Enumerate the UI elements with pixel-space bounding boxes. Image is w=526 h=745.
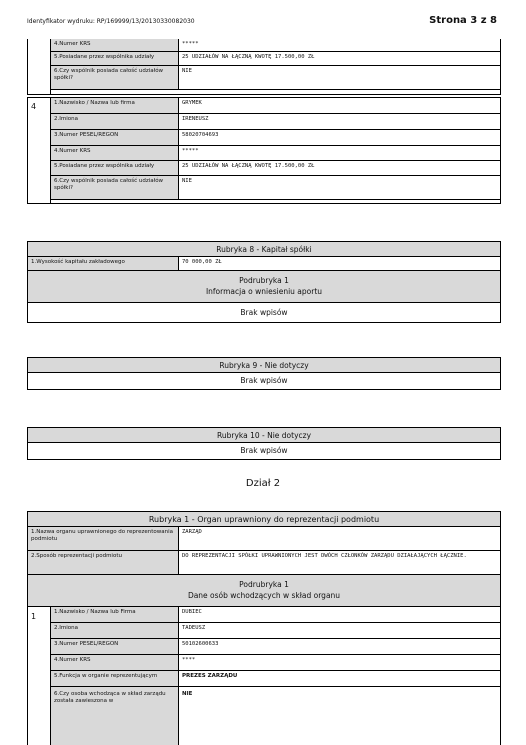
row-label: 5.Funkcja w organie reprezentującym <box>51 671 179 686</box>
rubryka-title: Rubryka 10 - Nie dotyczy <box>27 427 501 443</box>
row-first-names <box>51 623 501 639</box>
row-label: 5.Posiadane przez wspólnika udziały <box>51 52 179 65</box>
shareholder-index: 4 <box>31 102 37 111</box>
no-entries: Brak wpisów <box>27 303 501 323</box>
row-value: DUBIEC <box>182 609 202 615</box>
row-label: 4.Numer KRS <box>51 655 179 670</box>
rubryka-9 <box>27 357 501 390</box>
row-value: ***** <box>182 41 199 47</box>
row-value: 58020704693 <box>182 132 219 138</box>
row-shares <box>51 52 501 66</box>
row-label: 2.Imiona <box>51 623 179 638</box>
row-label: 6.Czy osoba wchodząca w skład zarządu została zawieszona w <box>51 687 179 745</box>
row-capital <box>27 257 501 271</box>
rubryka-8 <box>27 241 501 323</box>
no-entries: Brak wpisów <box>27 443 501 460</box>
row-label: 2.Imiona <box>51 114 179 129</box>
row-all-shares <box>51 176 501 200</box>
row-krs <box>51 655 501 671</box>
index-column <box>28 98 51 203</box>
row-label: 4.Numer KRS <box>51 39 179 51</box>
shareholder-4 <box>27 97 501 204</box>
row-suspended <box>51 687 501 745</box>
row-label: 5.Posiadane przez wspólnika udziały <box>51 161 179 175</box>
row-function <box>51 671 501 687</box>
board-member-1 <box>27 607 501 745</box>
row-value: IRENEUSZ <box>182 116 209 122</box>
row-value: ***** <box>182 148 199 154</box>
row-label: 1.Nazwisko / Nazwa lub Firma <box>51 607 179 622</box>
subrubric-title: Dane osób wchodzących w skład organu <box>187 591 341 600</box>
row-value: 25 UDZIAŁÓW NA ŁĄCZNĄ KWOTĘ 17.500,00 ZŁ <box>182 163 315 169</box>
row-value: DO REPREZENTACJI SPÓŁKI UPRAWNIONYCH JEST DWÓCH CZŁONKÓW ZARZĄDU DZIAŁAJĄCYCH ŁĄCZNIE. <box>182 553 467 559</box>
row-representation <box>27 551 501 575</box>
row-label: 6.Czy wspólnik posiada całość udziałów spółki? <box>51 176 179 199</box>
row-label: 4.Numer KRS <box>51 146 179 160</box>
rubryka-title: Rubryka 8 - Kapitał spółki <box>27 241 501 257</box>
rubryka-title: Rubryka 1 - Organ uprawniony do reprezentacji podmiotu <box>27 511 501 527</box>
document-identifier: Identyfikator wydruku: RP/169999/13/20130330082030 <box>27 18 195 25</box>
row-value: ZARZĄD <box>182 529 202 535</box>
page-number: Strona 3 z 8 <box>429 15 497 26</box>
row-all-shares <box>51 66 501 90</box>
index-column <box>28 607 51 745</box>
row-value: **** <box>182 657 196 663</box>
row-label: 3.Numer PESEL/REGON <box>51 130 179 145</box>
row-value: PREZES ZARZĄDU <box>182 673 238 679</box>
section-title: Dział 2 <box>245 478 281 489</box>
rubryka-title: Rubryka 9 - Nie dotyczy <box>27 357 501 373</box>
row-pesel <box>51 130 501 146</box>
row-value: 70 000,00 ZŁ <box>182 259 222 265</box>
row-label: 3.Numer PESEL/REGON <box>51 639 179 654</box>
row-krs <box>51 39 501 52</box>
row-value: NIE <box>182 691 193 697</box>
subrubric-header <box>27 271 501 303</box>
shareholder-3-tail <box>27 39 501 95</box>
row-shares <box>51 161 501 176</box>
row-krs <box>51 146 501 161</box>
print-header <box>27 14 497 30</box>
no-entries: Brak wpisów <box>27 373 501 390</box>
row-name <box>51 98 501 114</box>
row-first-names <box>51 114 501 130</box>
subrubric-number: Podrubryka 1 <box>239 580 289 589</box>
row-value: NIE <box>182 68 192 74</box>
row-label: 6.Czy wspólnik posiada całość udziałów spółki? <box>51 66 179 89</box>
row-value: NIE <box>182 178 192 184</box>
subrubric-title: Informacja o wniesieniu aportu <box>205 287 323 296</box>
row-value: TADEUSZ <box>182 625 206 631</box>
member-index: 1 <box>31 612 37 621</box>
subrubric-header <box>27 575 501 607</box>
row-organ <box>27 527 501 551</box>
row-surname <box>51 607 501 623</box>
dzial2-rubryka-1 <box>27 511 501 745</box>
row-value: 25 UDZIAŁÓW NA ŁĄCZNĄ KWOTĘ 17.500,00 ZŁ <box>182 54 315 60</box>
row-pesel <box>51 639 501 655</box>
row-label: 1.Wysokość kapitału zakładowego <box>28 257 179 270</box>
index-column <box>28 39 51 94</box>
subrubric-number: Podrubryka 1 <box>239 276 289 285</box>
row-label: 2.Sposób reprezentacji podmiotu <box>28 551 179 574</box>
row-value: 50102600633 <box>182 641 219 647</box>
row-label: 1.Nazwisko / Nazwa lub firma <box>51 98 179 113</box>
row-label: 1.Nazwa organu uprawnionego do reprezentowania podmiotu <box>28 527 179 550</box>
row-value: GRYMEK <box>182 100 202 106</box>
rubryka-10 <box>27 427 501 460</box>
